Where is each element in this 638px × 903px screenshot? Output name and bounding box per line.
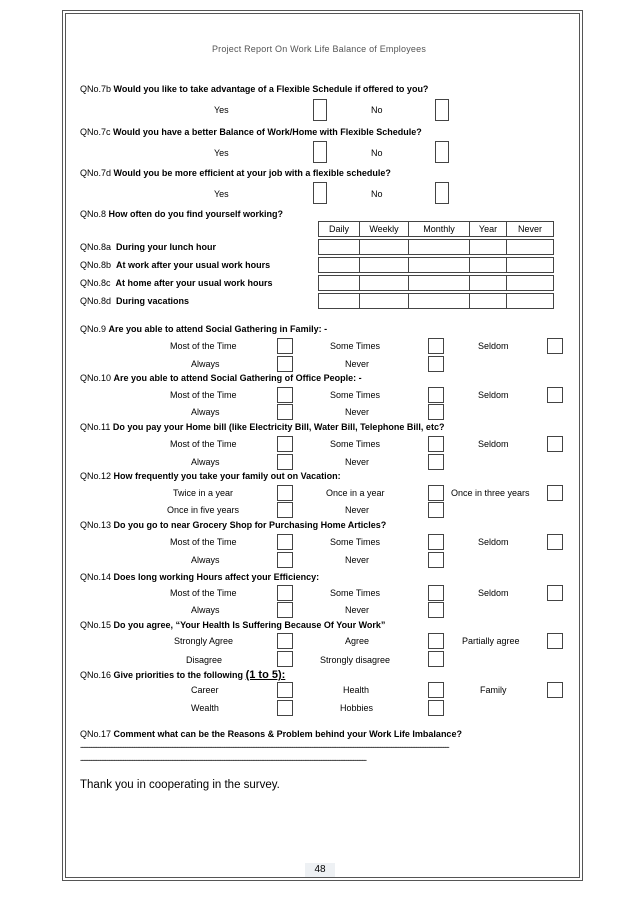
- q7b-no-checkbox[interactable]: [435, 99, 449, 121]
- q11-option-1-checkbox[interactable]: [277, 436, 293, 452]
- q9-option-3-checkbox[interactable]: [547, 338, 563, 354]
- q12-option-5-checkbox[interactable]: [428, 502, 444, 518]
- q8a-daily-cell[interactable]: [318, 239, 360, 255]
- question-9: QNo.9 Are you able to attend Social Gathering in Family: -: [80, 324, 328, 334]
- q13-option-5-label: Never: [345, 555, 370, 565]
- question-8b: QNo.8b At work after your usual work hours: [80, 260, 271, 270]
- q15-option-5-checkbox[interactable]: [428, 651, 444, 667]
- q13-option-4-checkbox[interactable]: [277, 552, 293, 568]
- q12-option-1-checkbox[interactable]: [277, 485, 293, 501]
- q8-col-weekly: Weekly: [359, 221, 409, 237]
- q8-col-monthly: Monthly: [408, 221, 470, 237]
- q14-option-3-checkbox[interactable]: [547, 585, 563, 601]
- q12-option-2-label: Once in a year: [326, 488, 385, 498]
- q12-option-2-checkbox[interactable]: [428, 485, 444, 501]
- question-14: QNo.14 Does long working Hours affect your Efficiency:: [80, 572, 320, 582]
- q15-option-1-label: Strongly Agree: [174, 636, 234, 646]
- q12-option-4-checkbox[interactable]: [277, 502, 293, 518]
- q11-option-2-label: Some Times: [330, 439, 381, 449]
- q7b-yes-label: Yes: [214, 105, 229, 115]
- q15-option-2-checkbox[interactable]: [428, 633, 444, 649]
- q16-option-1-checkbox[interactable]: [277, 682, 293, 698]
- q8d-weekly-cell[interactable]: [359, 293, 409, 309]
- question-13: QNo.13 Do you go to near Grocery Shop for Purchasing Home Articles?: [80, 520, 387, 530]
- q9-option-1-checkbox[interactable]: [277, 338, 293, 354]
- q13-option-1-checkbox[interactable]: [277, 534, 293, 550]
- q8a-monthly-cell[interactable]: [408, 239, 470, 255]
- q8c-year-cell[interactable]: [469, 275, 507, 291]
- q7c-yes-checkbox[interactable]: [313, 141, 327, 163]
- q8c-never-cell[interactable]: [506, 275, 554, 291]
- q10-option-1-checkbox[interactable]: [277, 387, 293, 403]
- q8d-never-cell[interactable]: [506, 293, 554, 309]
- question-8a: QNo.8a During your lunch hour: [80, 242, 217, 252]
- q8b-never-cell[interactable]: [506, 257, 554, 273]
- q10-option-4-label: Always: [191, 407, 220, 417]
- question-7b: QNo.7b Would you like to take advantage of a Flexible Schedule if offered to you?: [80, 84, 429, 94]
- q8-col-daily: Daily: [318, 221, 360, 237]
- q16-option-1-label: Career: [191, 685, 219, 695]
- q12-option-5-label: Never: [345, 505, 370, 515]
- q11-option-3-label: Seldom: [478, 439, 509, 449]
- q8-col-never: Never: [506, 221, 554, 237]
- question-7d: QNo.7d Would you be more efficient at your job with a flexible schedule?: [80, 168, 391, 178]
- q11-option-1-label: Most of the Time: [170, 439, 237, 449]
- question-7c: QNo.7c Would you have a better Balance of Work/Home with Flexible Schedule?: [80, 127, 422, 137]
- q10-option-4-checkbox[interactable]: [277, 404, 293, 420]
- q13-option-3-label: Seldom: [478, 537, 509, 547]
- q8d-year-cell[interactable]: [469, 293, 507, 309]
- q14-option-2-checkbox[interactable]: [428, 585, 444, 601]
- q10-option-3-checkbox[interactable]: [547, 387, 563, 403]
- comment-line-1[interactable]: -------------------------------------------------------------------------------------------------------------------------------------------------------------------------------------------------------------: [80, 742, 449, 752]
- q14-option-2-label: Some Times: [330, 588, 381, 598]
- q15-option-4-label: Disagree: [186, 655, 223, 665]
- q14-option-5-checkbox[interactable]: [428, 602, 444, 618]
- question-12: QNo.12 How frequently you take your family out on Vacation:: [80, 471, 341, 481]
- question-16: QNo.16 Give priorities to the following (1 to 5):: [80, 669, 286, 681]
- q16-option-5-checkbox[interactable]: [428, 700, 444, 716]
- q15-option-1-checkbox[interactable]: [277, 633, 293, 649]
- q9-option-2-label: Some Times: [330, 341, 381, 351]
- q8b-daily-cell[interactable]: [318, 257, 360, 273]
- q8a-year-cell[interactable]: [469, 239, 507, 255]
- comment-line-2[interactable]: ---------------------------------------------------------------------------------------------------------------------------------------------------------------: [80, 755, 366, 765]
- question-10: QNo.10 Are you able to attend Social Gathering of Office People: -: [80, 373, 362, 383]
- q8-header-row: [318, 221, 553, 237]
- q16-option-5-label: Hobbies: [340, 703, 374, 713]
- q7c-no-label: No: [371, 148, 383, 158]
- q7d-yes-checkbox[interactable]: [313, 182, 327, 204]
- q9-option-4-label: Always: [191, 359, 220, 369]
- q14-option-1-checkbox[interactable]: [277, 585, 293, 601]
- q7d-no-label: No: [371, 189, 383, 199]
- q10-option-5-label: Never: [345, 407, 370, 417]
- question-17: QNo.17 Comment what can be the Reasons & Problem behind your Work Life Imbalance?: [80, 729, 462, 739]
- q7b-yes-checkbox[interactable]: [313, 99, 327, 121]
- q14-option-1-label: Most of the Time: [170, 588, 237, 598]
- q11-option-4-checkbox[interactable]: [277, 454, 293, 470]
- question-15: QNo.15 Do you agree, “Your Health Is Suffering Because Of Your Work”: [80, 620, 386, 630]
- footer-dots: [309, 856, 331, 861]
- question-11: QNo.11 Do you pay your Home bill (like Electricity Bill, Water Bill, Telephone Bill, etc?: [80, 422, 445, 432]
- q16-option-2-checkbox[interactable]: [428, 682, 444, 698]
- q10-option-3-label: Seldom: [478, 390, 509, 400]
- q7c-yes-label: Yes: [214, 148, 229, 158]
- question-8c: QNo.8c At home after your usual work hours: [80, 278, 273, 288]
- thanks-note: Thank you in cooperating in the survey.: [80, 779, 280, 791]
- q15-option-4-checkbox[interactable]: [277, 651, 293, 667]
- q8b-year-cell[interactable]: [469, 257, 507, 273]
- q9-option-5-checkbox[interactable]: [428, 356, 444, 372]
- q9-option-4-checkbox[interactable]: [277, 356, 293, 372]
- q13-option-5-checkbox[interactable]: [428, 552, 444, 568]
- q10-option-5-checkbox[interactable]: [428, 404, 444, 420]
- q15-option-2-label: Agree: [345, 636, 370, 646]
- question-8: QNo.8 How often do you find yourself working?: [80, 209, 284, 219]
- q14-option-4-checkbox[interactable]: [277, 602, 293, 618]
- q16-option-4-label: Wealth: [191, 703, 219, 713]
- q11-option-5-label: Never: [345, 457, 370, 467]
- q16-option-2-label: Health: [343, 685, 370, 695]
- q8-col-year: Year: [469, 221, 507, 237]
- q14-option-3-label: Seldom: [478, 588, 509, 598]
- q15-option-3-label: Partially agree: [462, 636, 520, 646]
- page-number: 48: [305, 863, 335, 877]
- q12-option-4-label: Once in five years: [167, 505, 240, 515]
- q11-option-5-checkbox[interactable]: [428, 454, 444, 470]
- q15-option-3-checkbox[interactable]: [547, 633, 563, 649]
- q8d-daily-cell[interactable]: [318, 293, 360, 309]
- q11-option-4-label: Always: [191, 457, 220, 467]
- q9-option-3-label: Seldom: [478, 341, 509, 351]
- q8b-weekly-cell[interactable]: [359, 257, 409, 273]
- q9-option-2-checkbox[interactable]: [428, 338, 444, 354]
- q8c-daily-cell[interactable]: [318, 275, 360, 291]
- q9-option-5-label: Never: [345, 359, 370, 369]
- q9-option-1-label: Most of the Time: [170, 341, 237, 351]
- q10-option-2-label: Some Times: [330, 390, 381, 400]
- q8c-weekly-cell[interactable]: [359, 275, 409, 291]
- q8b-monthly-cell[interactable]: [408, 257, 470, 273]
- q8c-monthly-cell[interactable]: [408, 275, 470, 291]
- q15-option-5-label: Strongly disagree: [320, 655, 391, 665]
- q8a-never-cell[interactable]: [506, 239, 554, 255]
- q8d-monthly-cell[interactable]: [408, 293, 470, 309]
- q11-option-2-checkbox[interactable]: [428, 436, 444, 452]
- q14-option-4-label: Always: [191, 605, 220, 615]
- q7d-yes-label: Yes: [214, 189, 229, 199]
- q13-option-2-checkbox[interactable]: [428, 534, 444, 550]
- q11-option-3-checkbox[interactable]: [547, 436, 563, 452]
- q12-option-1-label: Twice in a year: [173, 488, 234, 498]
- q14-option-5-label: Never: [345, 605, 370, 615]
- q7c-no-checkbox[interactable]: [435, 141, 449, 163]
- q16-scale: (1 to 5):: [245, 669, 286, 681]
- q7b-no-label: No: [371, 105, 383, 115]
- q8a-weekly-cell[interactable]: [359, 239, 409, 255]
- q8d-row: [318, 293, 553, 309]
- q10-option-2-checkbox[interactable]: [428, 387, 444, 403]
- q13-option-4-label: Always: [191, 555, 220, 565]
- q16-option-3-label: Family: [480, 685, 507, 695]
- q8a-row: [318, 239, 553, 255]
- q8c-row: [318, 275, 553, 291]
- q8b-row: [318, 257, 553, 273]
- question-8d: QNo.8d During vacations: [80, 296, 190, 306]
- q7d-no-checkbox[interactable]: [435, 182, 449, 204]
- q12-option-3-checkbox[interactable]: [547, 485, 563, 501]
- q10-option-1-label: Most of the Time: [170, 390, 237, 400]
- q16-option-3-checkbox[interactable]: [547, 682, 563, 698]
- q13-option-2-label: Some Times: [330, 537, 381, 547]
- q13-option-3-checkbox[interactable]: [547, 534, 563, 550]
- page-header: Project Report On Work Life Balance of Employees: [211, 44, 427, 54]
- q13-option-1-label: Most of the Time: [170, 537, 237, 547]
- q16-option-4-checkbox[interactable]: [277, 700, 293, 716]
- q12-option-3-label: Once in three years: [451, 488, 530, 498]
